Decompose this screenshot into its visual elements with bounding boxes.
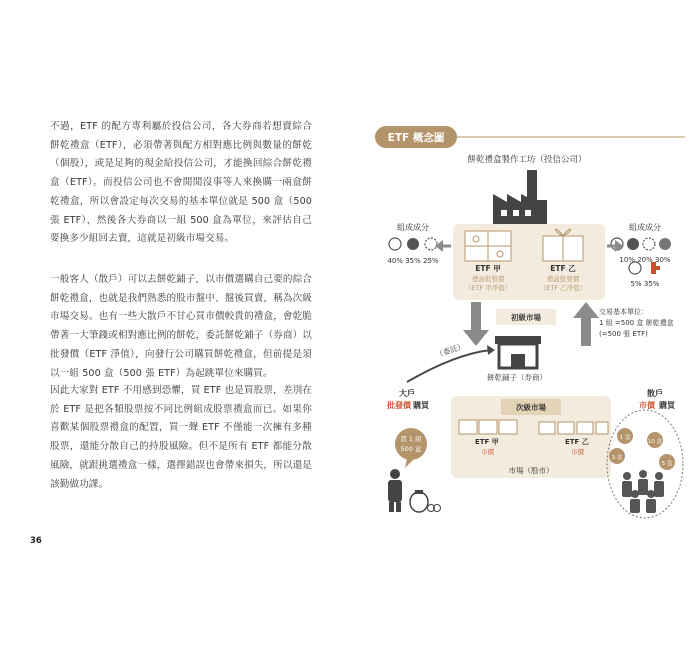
etf-a-market-boxes bbox=[459, 420, 517, 434]
paragraph-2: 一般客人（散戶）可以去餅乾鋪子，以市價選購自己要的綜合餅乾禮盒，也就是我們熟悉的股市盤中、盤後買賣，稱為次級市場交易。也有一些大散戶不甘心買市價較貴的禮盒，會乾脆帶著一大筆錢或相對應比例的餅乾，委託餅乾鋪子（券商）以批發價（ETF 淨值），向發行公司購買餅乾禮盒，但前提是須以一組 500 盒（500 張 ETF）為起跳單位來購買。 bbox=[50, 274, 312, 379]
market-etf-b-label: ETF 乙 bbox=[565, 438, 589, 446]
left-cookie-icons bbox=[389, 238, 437, 250]
left-arrow-head bbox=[435, 240, 443, 252]
etf-a-gift-box bbox=[465, 231, 511, 261]
right-composition-title: 組成成分 bbox=[629, 223, 661, 232]
title-badge-text: ETF 概念圖 bbox=[387, 132, 445, 144]
etf-b-market-boxes bbox=[539, 422, 608, 434]
svg-text:10 盒: 10 盒 bbox=[647, 439, 663, 445]
right-composition-pcts1: 10% 20% 30% bbox=[619, 256, 671, 264]
buy-bubble-tail bbox=[405, 458, 415, 468]
title-badge bbox=[375, 126, 457, 148]
market-etf-a-label: ETF 甲 bbox=[475, 438, 499, 446]
small-buy-bubble-1 bbox=[617, 428, 633, 444]
etf-concept-diagram bbox=[355, 118, 685, 528]
up-arrow-head bbox=[573, 302, 599, 318]
factory-icon bbox=[493, 170, 547, 224]
stock-market-label: 市場（股市） bbox=[508, 466, 554, 475]
big-investor-title: 大戶 bbox=[399, 389, 415, 398]
down-arrow-head bbox=[463, 330, 489, 346]
svg-text:1 盒: 1 盒 bbox=[619, 435, 631, 441]
unit-note-3: (=500 張 ETF) bbox=[599, 330, 648, 338]
primary-market-label: 初級市場 bbox=[511, 313, 541, 322]
shop-icon bbox=[495, 336, 541, 368]
entrust-label: （委託） bbox=[434, 341, 466, 360]
etf-a-sub2: （ETF 甲淨值） bbox=[464, 284, 512, 292]
big-investor-buy: 購買 bbox=[413, 401, 429, 410]
left-composition-pcts: 40% 35% 25% bbox=[387, 257, 439, 265]
market-etf-b-price: 市價 bbox=[571, 448, 584, 456]
small-investor-title: 散戶 bbox=[647, 389, 663, 398]
etf-b-sub1: 禮盒批發價 bbox=[546, 275, 580, 283]
up-arrow-shaft bbox=[581, 316, 591, 346]
market-etf-a-price: 市價 bbox=[481, 448, 494, 456]
buy-bubble-line2: 500 盒 bbox=[400, 445, 422, 453]
money-bag-icon bbox=[410, 490, 441, 512]
right-composition-pcts2: 5% 35% bbox=[630, 280, 660, 288]
page-number: 36 bbox=[30, 536, 42, 546]
etf-b-sub2: （ETF 乙淨值） bbox=[539, 284, 587, 292]
secondary-market-label: 次級市場 bbox=[516, 403, 546, 412]
entrust-arrow-head bbox=[487, 345, 495, 355]
unit-note-2: 1 組 =500 盒 餅乾禮盒 bbox=[599, 319, 674, 327]
buy-bubble bbox=[395, 428, 427, 460]
etf-a-label: ETF 甲 bbox=[475, 264, 501, 273]
paragraph-1: 不過，ETF 的配方專利屬於投信公司，各大券商若想賣綜合餅乾禮盒（ETF），必須帶著與配方相對應比例與數量的餅乾（個股），或是足夠的現金給投信公司，才能換回綜合餅乾禮盒（ETF）。而投信公司也不會閒閒沒事等人來換購一兩盒餅乾禮盒，所以會設定每次交易的基本單位就是 500 盒（500 張 ETF），然後各大券商以一組 500 盒為單位，來評估自己要換多少組回去賣，這就是初級市場交易。 bbox=[50, 121, 312, 245]
shop-label: 餅乾鋪子（券商） bbox=[487, 373, 547, 382]
etf-a-sub1: 禮盒批發價 bbox=[471, 275, 505, 283]
small-buy-bubble-3 bbox=[609, 448, 625, 464]
buy-bubble-line1: 買 1 組 bbox=[400, 435, 422, 443]
factory-title: 餅乾禮盒製作工坊（投信公司） bbox=[467, 155, 587, 165]
small-buy-bubble-4 bbox=[659, 454, 675, 470]
small-investors-crowd-icon bbox=[622, 470, 664, 513]
small-investor-price: 市價 bbox=[639, 401, 655, 410]
etf-b-label: ETF 乙 bbox=[550, 264, 576, 273]
unit-note-1: 交易基本單位： bbox=[599, 308, 648, 316]
big-investor-person-icon bbox=[388, 469, 402, 512]
small-investor-buy: 購買 bbox=[659, 401, 675, 410]
left-composition-title: 組成成分 bbox=[397, 223, 429, 232]
svg-text:5 盒: 5 盒 bbox=[661, 461, 673, 467]
svg-text:3 盒: 3 盒 bbox=[611, 455, 623, 461]
paragraph-3: 因此大家對 ETF 不用感到恐懼，買 ETF 也是買股票，差別在於 ETF 是把各類股票按不同比例組成股票禮盒而已。如果你喜歡某個股票禮盒的配置，買一聲 ETF 不僅能一次擁有多種股票，還能分散自己的持股風險。但不是所有 ETF 都能分散風險，就跟挑選禮盒一樣，選擇錯誤也會帶來損失，所以還是該勤做功課。 bbox=[50, 385, 312, 490]
small-buy-bubble-2 bbox=[647, 432, 663, 448]
down-arrow-shaft bbox=[471, 302, 481, 332]
big-investor-price: 批發價 bbox=[387, 401, 411, 410]
